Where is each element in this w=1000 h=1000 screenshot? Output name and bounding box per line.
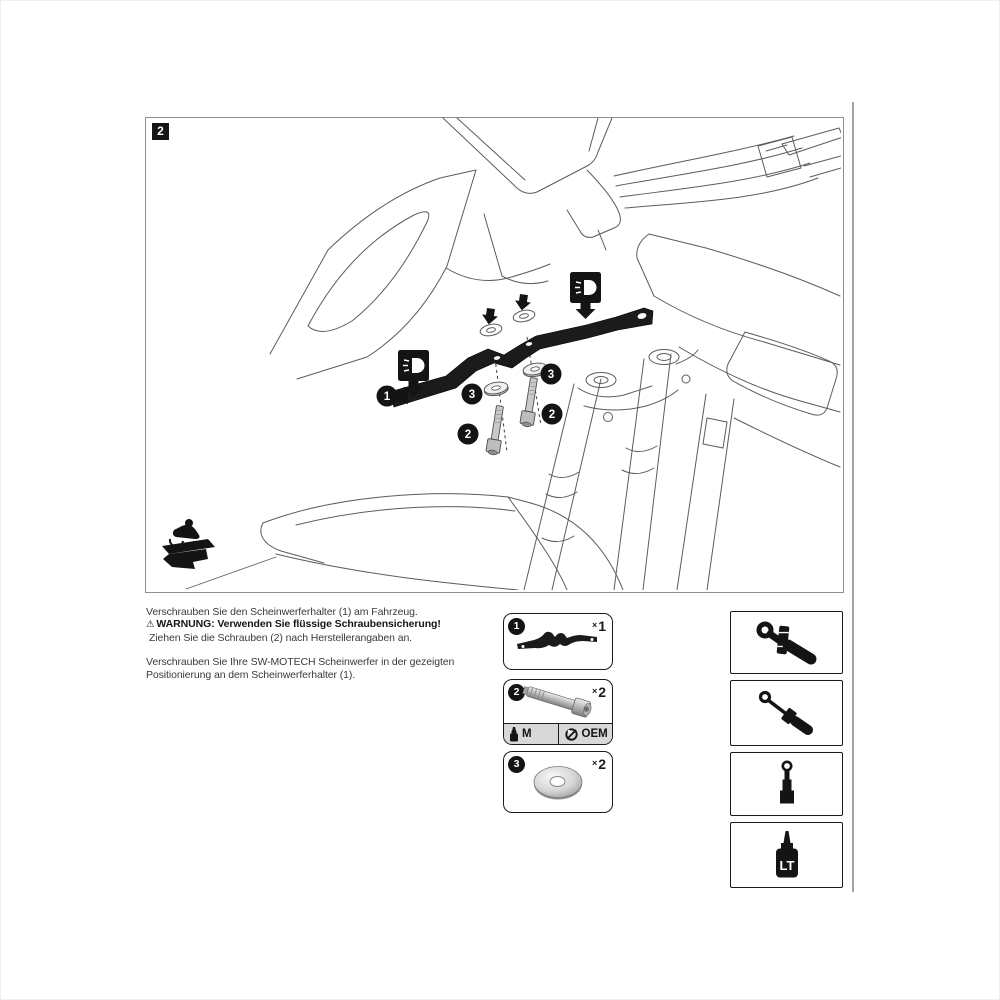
washer-photo xyxy=(504,752,612,812)
threadlocker-bottle-icon xyxy=(749,829,825,881)
socket-driver-icon xyxy=(749,759,825,809)
hole-arrow-icon xyxy=(481,307,499,325)
instruction-line: Verschrauben Sie den Scheinwerferhalter (1) am Fahrzeug. xyxy=(146,606,418,618)
screw-spec-footer xyxy=(504,723,612,744)
cap-screw-photo xyxy=(504,680,612,722)
instruction-line: Ziehen Sie die Schrauben (2) nach Herstellerangaben an. xyxy=(149,631,413,644)
instruction-line: Verschrauben Sie Ihre SW-MOTECH Scheinwerfer in der gezeigten xyxy=(146,656,455,669)
tool-box-socket-driver xyxy=(730,752,843,816)
part-box-bracket xyxy=(503,613,613,670)
part-number-badge: 3 xyxy=(508,756,525,773)
warning-icon: ⚠ xyxy=(146,619,155,631)
headlight-mount-icon xyxy=(570,272,601,319)
callout-1: 1 xyxy=(383,391,391,404)
callout-2-left: 2 xyxy=(464,429,472,442)
threadlocker-bottle-icon xyxy=(509,727,519,742)
warning-line xyxy=(146,618,504,631)
callout-3-left: 3 xyxy=(468,389,476,402)
step-number-badge: 2 xyxy=(152,123,169,140)
part-quantity: ×2 xyxy=(591,684,606,700)
column-divider-line xyxy=(852,102,854,892)
tool-box-threadlocker xyxy=(730,822,843,888)
screw-drawing xyxy=(486,405,507,456)
callout-3-right: 3 xyxy=(547,369,555,382)
tool-box-bit-wrench xyxy=(730,611,843,674)
part-number-badge: 1 xyxy=(508,618,525,635)
bracket-silhouette xyxy=(504,614,612,669)
warning-text: WARNUNG: Verwenden Sie flüssige Schraubensicherung! xyxy=(156,618,441,631)
rider-arrow-icon xyxy=(162,519,215,569)
threadlocker-spec xyxy=(504,724,558,744)
part-box-washer xyxy=(503,751,613,813)
threadlocker-label: LT xyxy=(779,858,794,873)
step-figure-panel xyxy=(145,117,844,593)
oem-torque-spec xyxy=(558,724,613,744)
parts-list xyxy=(503,613,613,813)
threadlocker-grade: M xyxy=(522,728,532,740)
oem-label: OEM xyxy=(581,728,608,740)
hole-arrow-icon xyxy=(514,293,532,311)
part-number-badge: 2 xyxy=(508,684,525,701)
part-quantity: ×2 xyxy=(591,756,606,772)
part-box-screw xyxy=(503,679,613,745)
part-quantity: ×1 xyxy=(591,618,606,634)
bit-wrench-icon xyxy=(749,619,825,667)
no-wrench-icon xyxy=(564,727,579,742)
instruction-text-block xyxy=(146,606,504,681)
tools-list xyxy=(730,611,843,888)
callout-2-right: 2 xyxy=(548,409,556,422)
washer-drawing xyxy=(483,380,509,397)
tool-box-torque-screwdriver xyxy=(730,680,843,746)
torque-screwdriver-icon xyxy=(749,688,825,738)
exploded-view-drawing xyxy=(146,118,841,590)
instruction-line: Positionierung an dem Scheinwerferhalter (1). xyxy=(146,668,356,681)
